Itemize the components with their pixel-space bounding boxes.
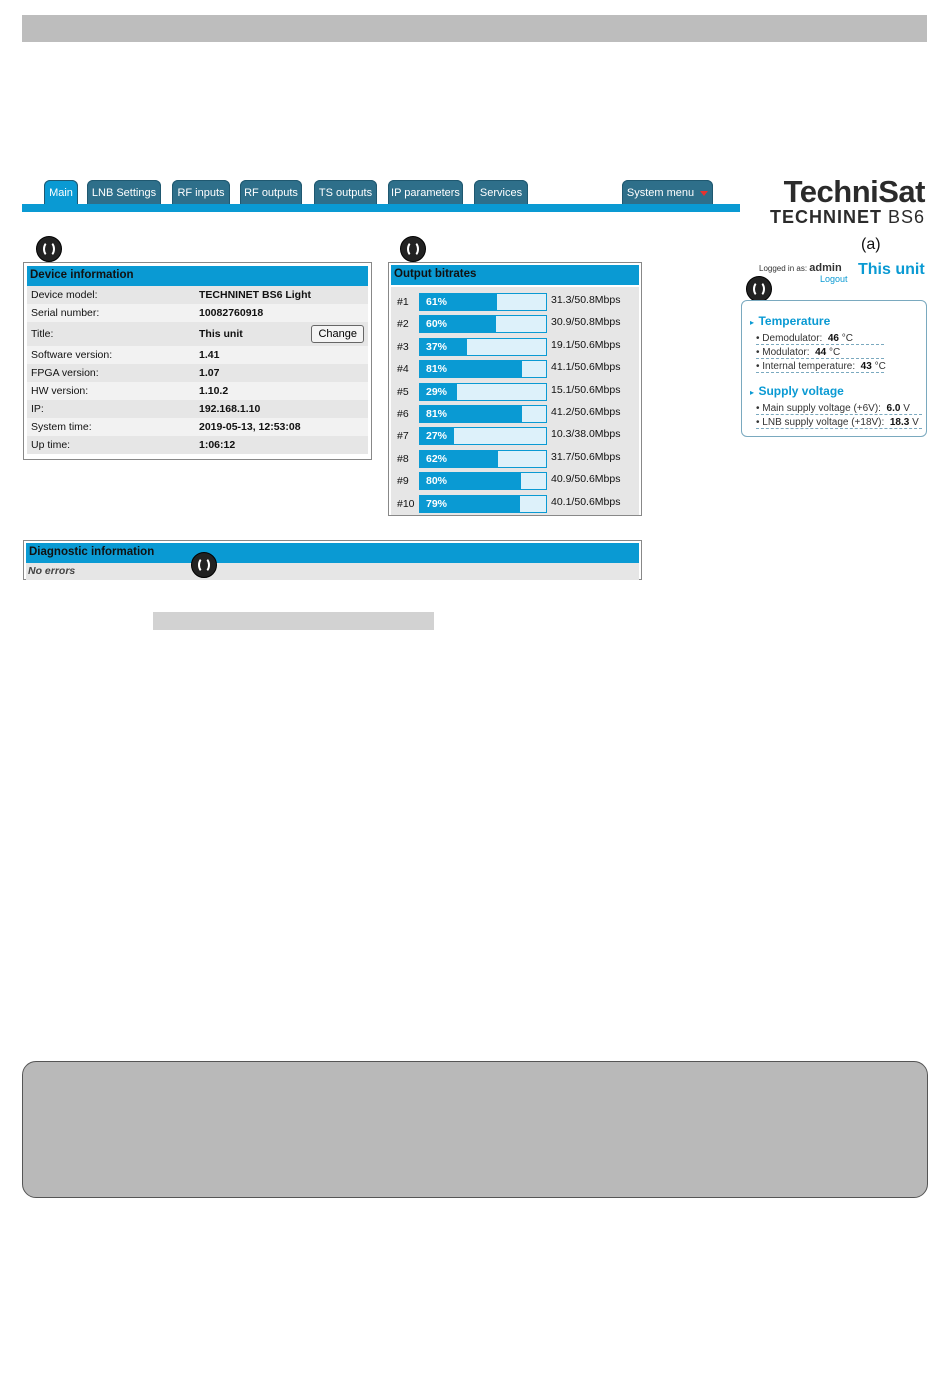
bitrate-bar bbox=[419, 495, 547, 513]
device-info-row bbox=[27, 382, 368, 400]
temperature-title: Temperature bbox=[758, 314, 831, 328]
tab-services[interactable]: Services bbox=[474, 180, 528, 206]
tab-ip-parameters[interactable]: IP parameters bbox=[388, 180, 463, 206]
bitrate-percent: 62% bbox=[426, 452, 448, 465]
tab-lnb-settings[interactable]: LNB Settings bbox=[87, 180, 161, 206]
bullet-arrow-icon: ▸ bbox=[750, 388, 755, 397]
row-value: 1.41 bbox=[199, 349, 220, 361]
bitrate-percent: 27% bbox=[426, 430, 448, 443]
voltage-item: • Main supply voltage (+6V): 6.0 V bbox=[756, 403, 922, 415]
model-suffix: BS6 bbox=[887, 207, 925, 227]
login-user: admin bbox=[809, 262, 842, 274]
device-info-row bbox=[27, 322, 368, 346]
footer-box bbox=[22, 1061, 928, 1198]
output-bitrates-title: Output bitrates bbox=[391, 265, 639, 285]
tab-rf-outputs[interactable]: RF outputs bbox=[240, 180, 302, 206]
temp-label: Internal temperature: bbox=[762, 361, 856, 372]
row-value: 10082760918 bbox=[199, 307, 264, 319]
tab-main[interactable]: Main bbox=[44, 180, 78, 206]
temp-value: 46 bbox=[827, 333, 839, 344]
bitrate-bar bbox=[419, 427, 547, 445]
temperature-item: • Internal temperature: 43 °C bbox=[756, 361, 886, 372]
bullet-arrow-icon: ▸ bbox=[750, 318, 755, 327]
row-key: IP: bbox=[31, 403, 44, 415]
voltage-value: 18.3 bbox=[889, 417, 910, 428]
header-bar bbox=[22, 15, 927, 42]
bitrate-percent: 37% bbox=[426, 340, 448, 353]
device-info-panel bbox=[23, 262, 372, 460]
row-value: This unit bbox=[199, 328, 243, 340]
bitrate-percent: 60% bbox=[426, 318, 448, 331]
temperature-item: • Demodulator: 46 °C bbox=[756, 333, 884, 345]
logout-link[interactable]: Logout bbox=[820, 274, 848, 284]
annotation-a: (a) bbox=[861, 236, 881, 253]
bitrate-percent: 81% bbox=[426, 363, 448, 376]
system-menu-label: System menu bbox=[626, 187, 695, 199]
device-info-row bbox=[27, 364, 368, 382]
row-key: Up time: bbox=[31, 439, 71, 451]
temp-value: 43 bbox=[860, 361, 872, 372]
bitrate-list bbox=[391, 287, 639, 515]
login-info bbox=[759, 262, 842, 274]
voltage-label: Main supply voltage (+6V): bbox=[762, 403, 881, 414]
diagnostic-panel bbox=[23, 540, 642, 580]
bitrate-rate: 40.9/50.6Mbps bbox=[551, 473, 621, 486]
device-info-row bbox=[27, 418, 368, 436]
bitrate-bar bbox=[419, 450, 547, 468]
system-menu-button[interactable] bbox=[622, 180, 713, 206]
voltage-value: 6.0 bbox=[886, 403, 901, 414]
row-key: HW version: bbox=[31, 385, 89, 397]
bitrate-rate: 15.1/50.6Mbps bbox=[551, 383, 621, 396]
temp-unit: °C bbox=[874, 361, 886, 372]
row-key: FPGA version: bbox=[31, 367, 99, 379]
voltage-unit: V bbox=[912, 417, 919, 428]
bitrate-bar bbox=[419, 360, 547, 378]
bitrate-label: #7 bbox=[397, 430, 409, 443]
bitrate-label: #4 bbox=[397, 363, 409, 376]
login-prefix: Logged in as: bbox=[759, 264, 808, 273]
temp-label: Modulator: bbox=[762, 347, 810, 358]
bitrate-rate: 41.1/50.6Mbps bbox=[551, 361, 621, 374]
bitrate-rate: 19.1/50.6Mbps bbox=[551, 338, 621, 351]
bitrate-percent: 81% bbox=[426, 408, 448, 420]
supply-voltage-title: Supply voltage bbox=[758, 384, 844, 398]
refresh-icon[interactable] bbox=[746, 276, 772, 302]
bitrate-percent: 80% bbox=[426, 475, 448, 488]
bitrate-bar bbox=[419, 293, 547, 311]
temperature-item: • Modulator: 44 °C bbox=[756, 347, 884, 359]
diagnostic-status: No errors bbox=[26, 563, 639, 580]
status-side-panel bbox=[741, 300, 927, 437]
row-key: System time: bbox=[31, 421, 92, 433]
bitrate-bar bbox=[419, 405, 547, 423]
bitrate-label: #1 bbox=[397, 296, 409, 308]
voltage-label: LNB supply voltage (+18V): bbox=[762, 417, 885, 428]
temp-unit: °C bbox=[841, 333, 854, 344]
bitrate-row bbox=[391, 470, 639, 490]
bitrate-row bbox=[391, 448, 639, 468]
bitrate-label: #8 bbox=[397, 452, 409, 465]
bitrate-rate: 40.1/50.6Mbps bbox=[551, 495, 621, 508]
bitrate-rate: 30.9/50.8Mbps bbox=[551, 316, 621, 329]
device-info-row bbox=[27, 436, 368, 454]
tab-underline bbox=[22, 204, 740, 212]
temp-unit: °C bbox=[829, 347, 841, 358]
temperature-section bbox=[750, 312, 884, 373]
diagnostic-title: Diagnostic information bbox=[26, 543, 639, 563]
model-prefix: TECHNINET bbox=[769, 207, 882, 227]
bitrate-row bbox=[391, 358, 639, 378]
row-value: TECHNINET BS6 Light bbox=[199, 289, 311, 301]
temp-label: Demodulator: bbox=[762, 333, 823, 344]
supply-voltage-section bbox=[750, 382, 922, 429]
refresh-icon[interactable] bbox=[400, 236, 426, 262]
bitrate-row bbox=[391, 425, 639, 445]
tab-rf-inputs[interactable]: RF inputs bbox=[172, 180, 230, 206]
bitrate-rate: 41.2/50.6Mbps bbox=[551, 406, 621, 418]
bitrate-row bbox=[391, 313, 639, 333]
bitrate-percent: 29% bbox=[426, 385, 448, 398]
bitrate-rate: 10.3/38.0Mbps bbox=[551, 428, 621, 441]
refresh-icon[interactable] bbox=[191, 552, 217, 578]
output-bitrates-panel bbox=[388, 262, 642, 516]
bitrate-label: #2 bbox=[397, 318, 409, 331]
bitrate-label: #10 bbox=[397, 497, 415, 510]
bitrate-rate: 31.3/50.8Mbps bbox=[551, 294, 621, 306]
bitrate-label: #6 bbox=[397, 408, 409, 420]
voltage-item: • LNB supply voltage (+18V): 18.3 V bbox=[756, 417, 922, 429]
bitrate-label: #5 bbox=[397, 385, 409, 398]
row-value: 1:06:12 bbox=[199, 439, 236, 451]
bitrate-label: #3 bbox=[397, 340, 409, 353]
model-logo bbox=[770, 207, 925, 228]
row-key: Software version: bbox=[31, 349, 113, 361]
bitrate-label: #9 bbox=[397, 475, 409, 488]
device-info-title: Device information bbox=[27, 266, 368, 286]
device-info-row bbox=[27, 346, 368, 364]
device-info-row bbox=[27, 286, 368, 304]
bitrate-bar bbox=[419, 315, 547, 333]
bitrate-row bbox=[391, 381, 639, 401]
voltage-unit: V bbox=[903, 403, 910, 414]
placeholder-bar bbox=[153, 612, 434, 630]
row-key: Device model: bbox=[31, 289, 98, 301]
bitrate-row bbox=[391, 403, 639, 423]
bitrate-bar bbox=[419, 472, 547, 490]
device-info-row bbox=[27, 304, 368, 322]
brand-logo: TechniSat bbox=[783, 174, 925, 209]
row-value: 1.10.2 bbox=[199, 385, 229, 397]
row-key: Serial number: bbox=[31, 307, 100, 319]
chevron-down-icon bbox=[700, 191, 708, 196]
temp-value: 44 bbox=[815, 347, 827, 358]
bitrate-bar bbox=[419, 338, 547, 356]
row-value: 1.07 bbox=[199, 367, 220, 379]
row-value: 192.168.1.10 bbox=[199, 403, 261, 415]
bitrate-row bbox=[391, 336, 639, 356]
change-title-button[interactable]: Change bbox=[311, 325, 364, 343]
bitrate-percent: 79% bbox=[426, 497, 448, 510]
row-key: Title: bbox=[31, 328, 54, 340]
bitrate-rate: 31.7/50.6Mbps bbox=[551, 450, 621, 463]
device-info-row bbox=[27, 400, 368, 418]
bitrate-row bbox=[391, 291, 639, 311]
bitrate-percent: 61% bbox=[426, 296, 448, 308]
refresh-icon[interactable] bbox=[36, 236, 62, 262]
bitrate-bar bbox=[419, 383, 547, 401]
bitrate-row bbox=[391, 493, 639, 513]
row-value: 2019-05-13, 12:53:08 bbox=[199, 421, 301, 433]
tab-ts-outputs[interactable]: TS outputs bbox=[314, 180, 377, 206]
unit-name: This unit bbox=[858, 261, 925, 278]
